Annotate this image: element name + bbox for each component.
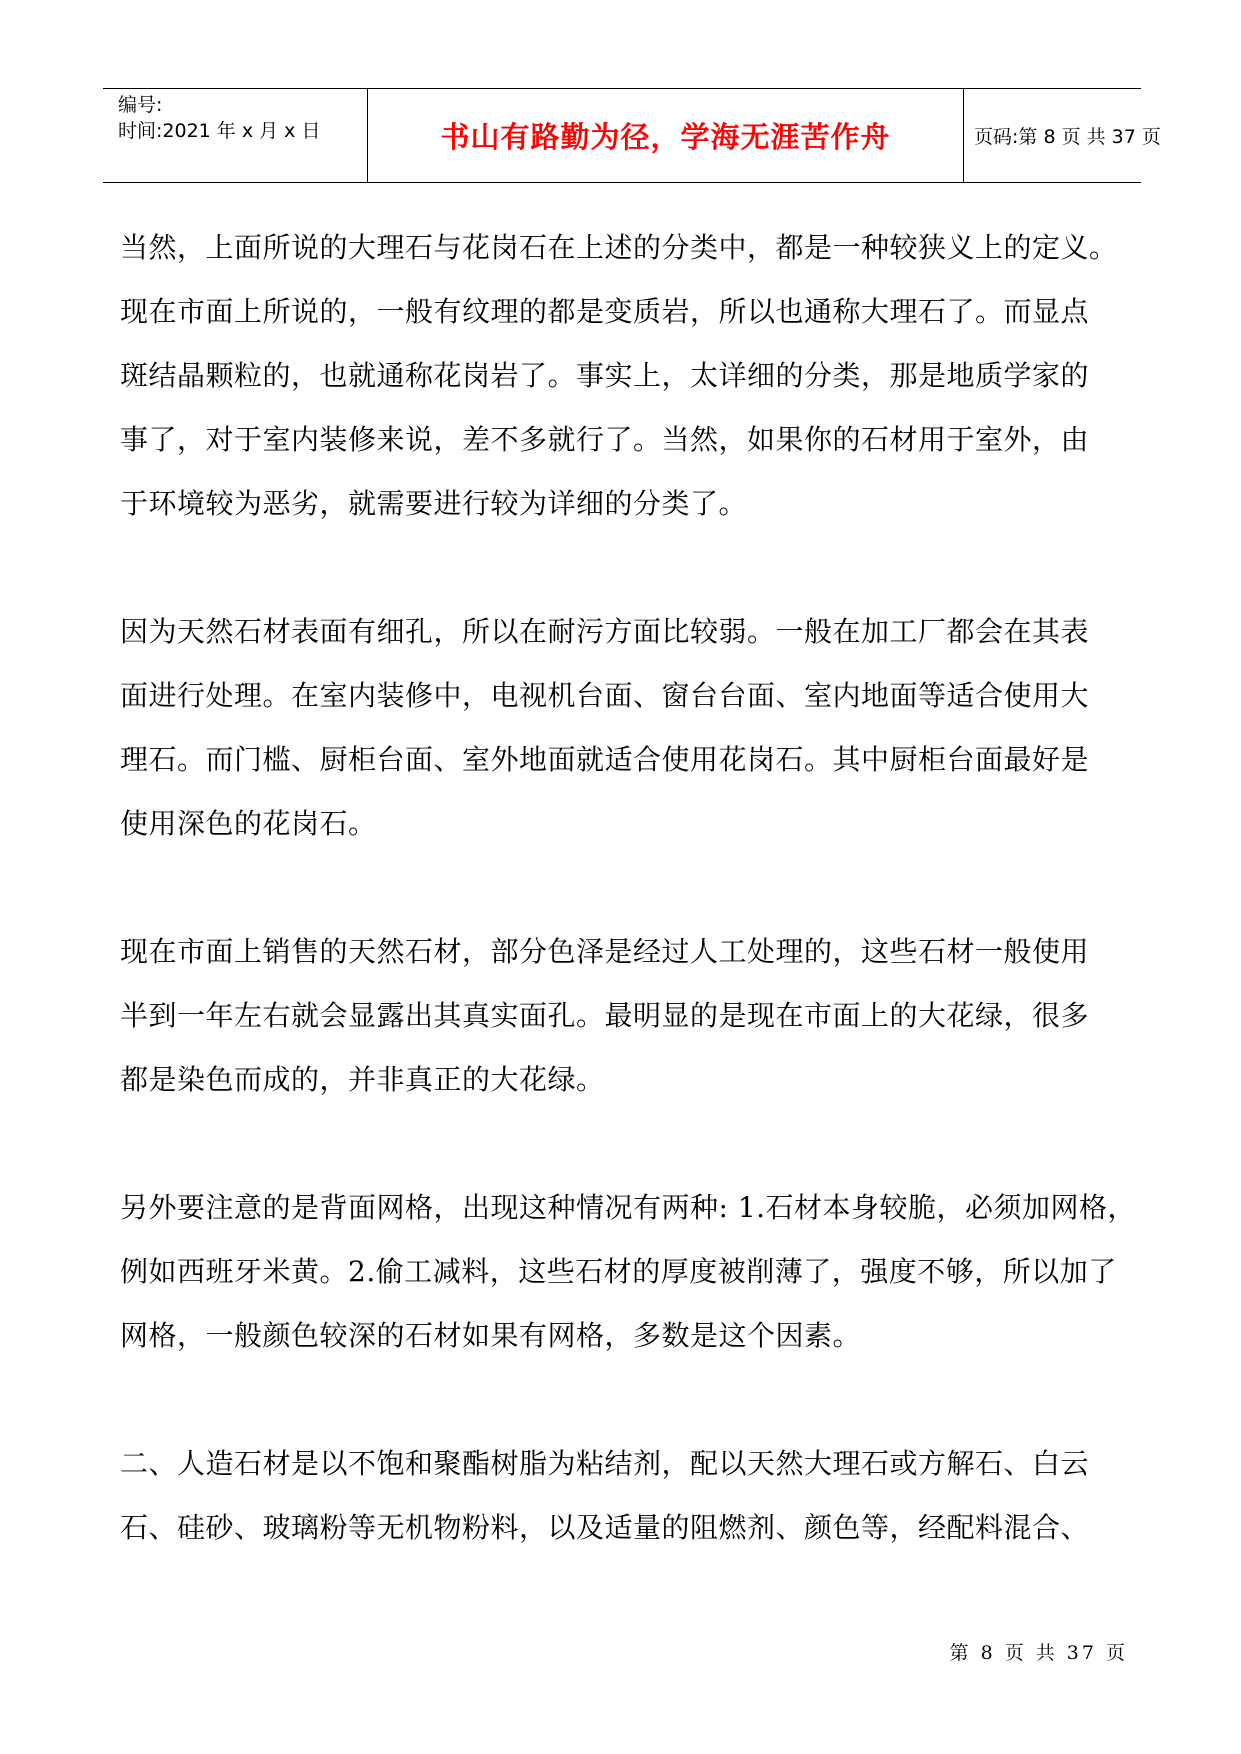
text-line: 二、人造石材是以不饱和聚酯树脂为粘结剂，配以天然大理石或方解石、白云 (120, 1447, 1090, 1480)
text-line: 面进行处理。在室内装修中，电视机台面、窗台台面、室内地面等适合使用大 (120, 679, 1090, 712)
text-line: 网格，一般颜色较深的石材如果有网格，多数是这个因素。 (120, 1319, 862, 1352)
text-line: 现在市面上所说的，一般有纹理的都是变质岩，所以也通称大理石了。而显点 (120, 295, 1090, 328)
document-body (120, 216, 1137, 1624)
document-time-label: 时间:2021 年 x 月 x 日 (118, 120, 321, 142)
header-motto: 书山有路勤为径，学海无涯苦作舟 (440, 120, 891, 154)
paragraph (120, 216, 1130, 536)
text-line: 都是染色而成的，并非真正的大花绿。 (120, 1063, 605, 1096)
document-header (103, 88, 1161, 183)
text-line: 石、硅砂、玻璃粉等无机物粉料，以及适量的阻燃剂、颜色等，经配料混合、 (120, 1511, 1090, 1544)
header-page-number: 页码:第 8 页 共 37 页 (974, 126, 1161, 148)
document-number-label: 编号: (118, 94, 163, 116)
text-line: 因为天然石材表面有细孔，所以在耐污方面比较弱。一般在加工厂都会在其表 (120, 615, 1090, 648)
text-line: 半到一年左右就会显露出其真实面孔。最明显的是现在市面上的大花绿，很多 (120, 999, 1090, 1032)
text-line: 斑结晶颗粒的，也就通称花岗岩了。事实上，太详细的分类，那是地质学家的 (120, 359, 1090, 392)
text-line: 当然，上面所说的大理石与花岗石在上述的分类中，都是一种较狭义上的定义。 (120, 231, 1118, 264)
paragraph (120, 920, 1130, 1112)
text-line: 现在市面上销售的天然石材，部分色泽是经过人工处理的，这些石材一般使用 (120, 935, 1090, 968)
header-meta-cell (103, 89, 368, 182)
page-footer: 第 8 页 共 37 页 (949, 1642, 1128, 1664)
text-line: 使用深色的花岗石。 (120, 807, 377, 840)
paragraph (120, 1432, 1130, 1560)
text-line: 事了，对于室内装修来说，差不多就行了。当然，如果你的石材用于室外，由 (120, 423, 1090, 456)
header-page-cell (964, 89, 1161, 182)
paragraph (120, 600, 1130, 856)
text-line: 理石。而门槛、厨柜台面、室外地面就适合使用花岗石。其中厨柜台面最好是 (120, 743, 1090, 776)
text-line: 另外要注意的是背面网格，出现这种情况有两种: 1.石材本身较脆，必须加网格， (120, 1191, 1137, 1224)
paragraph (120, 1176, 1137, 1368)
text-line: 于环境较为恶劣，就需要进行较为详细的分类了。 (120, 487, 748, 520)
header-motto-cell (368, 89, 964, 182)
text-line: 例如西班牙米黄。2.偷工减料，这些石材的厚度被削薄了，强度不够，所以加了 (120, 1255, 1117, 1288)
